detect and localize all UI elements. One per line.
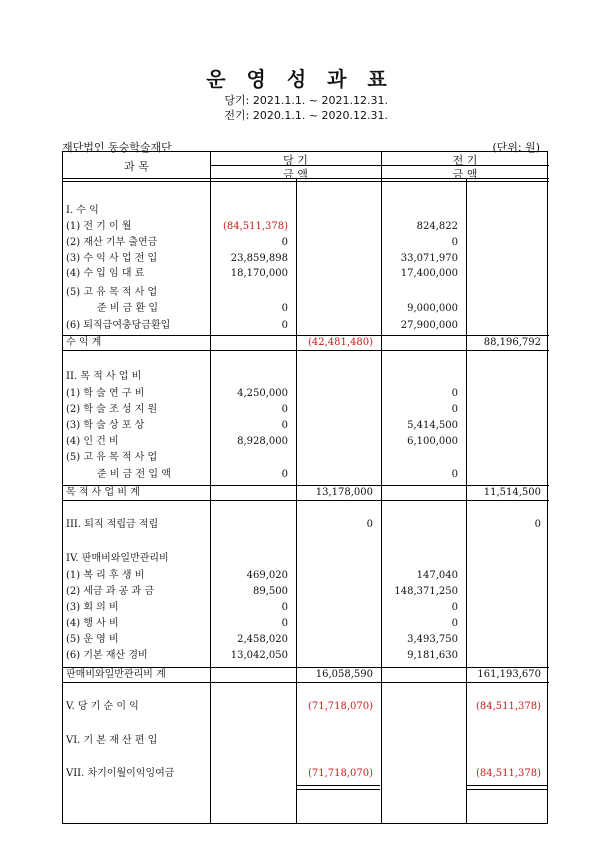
amount-cell: 18,170,000 (230, 268, 288, 279)
amount-cell: 0 (281, 303, 288, 314)
amount-cell: 4,250,000 (237, 388, 288, 399)
amount-cell: 88,196,792 (483, 337, 541, 348)
row-label: IV. 판매비와일반관리비 (66, 553, 169, 564)
amount-cell: 6,100,000 (407, 436, 458, 447)
amount-cell: 2,458,020 (237, 634, 288, 645)
amount-cell: (84,511,378) (222, 221, 288, 232)
amount-cell: 0 (281, 469, 288, 480)
row-label: (4) 행 사 비 (66, 618, 119, 629)
amount-cell: 0 (281, 320, 288, 331)
row-label: (1) 복 리 후 생 비 (66, 570, 145, 581)
amount-cell: 13,042,050 (230, 650, 288, 661)
amount-cell: 0 (534, 519, 541, 530)
row-label: (3) 수 익 사 업 전 입 (66, 253, 158, 264)
amount-cell: 13,178,000 (315, 487, 373, 498)
statement-title: 운 영 성 과 표 (206, 67, 394, 91)
row-label: (2) 학 술 조 성 지 원 (66, 404, 158, 415)
amount-cell: (42,481,480) (307, 337, 373, 348)
amount-cell: 11,514,500 (483, 487, 541, 498)
row-label: VI. 기 본 재 산 편 입 (66, 735, 158, 746)
row-label: I. 수 익 (66, 205, 99, 216)
row-label: (6) 기본 재산 경비 (66, 650, 148, 661)
row-divider (63, 682, 549, 683)
amount-cell: 17,400,000 (400, 268, 458, 279)
amount-cell: 0 (451, 469, 458, 480)
row-label: 준 비 금 환 입 (97, 303, 159, 314)
header-prior-amount: 금 액 (452, 168, 478, 181)
amount-cell: 148,371,250 (394, 586, 458, 597)
row-label: (1) 학 술 연 구 비 (66, 388, 145, 399)
row-label: (6) 퇴직급여충당금환입 (66, 320, 171, 331)
row-label: 판매비와일반관리비 계 (66, 669, 166, 680)
header-current: 당 기 (283, 154, 308, 167)
amount-cell: 0 (281, 404, 288, 415)
row-label: (2) 세금 과 공 과 금 (66, 586, 155, 597)
currency-unit: (단위: 원) (492, 141, 540, 154)
amount-cell: 0 (366, 519, 373, 530)
double-underline (297, 785, 380, 790)
row-label: (4) 인 건 비 (66, 436, 119, 447)
amount-cell: 0 (451, 237, 458, 248)
organization-name: 재단법인 동숭학술재단 (62, 141, 172, 154)
header-prior: 전 기 (452, 154, 478, 167)
amount-cell: 9,181,630 (407, 650, 458, 661)
amount-cell: 0 (451, 602, 458, 613)
row-label: 수 익 계 (66, 337, 102, 348)
amount-cell: 89,500 (253, 586, 288, 597)
row-divider (63, 500, 549, 501)
amount-cell: 5,414,500 (407, 420, 458, 431)
row-label: II. 목 적 사 업 비 (66, 371, 142, 382)
row-label: III. 퇴직 적립금 적립 (66, 519, 159, 530)
amount-cell: 3,493,750 (407, 634, 458, 645)
amount-cell: 23,859,898 (230, 253, 288, 264)
row-label: (5) 운 영 비 (66, 634, 119, 645)
row-label: (1) 전 기 이 월 (66, 221, 132, 232)
double-underline (467, 785, 548, 790)
header-subject: 과 목 (124, 160, 149, 173)
row-label: (3) 회 의 비 (66, 602, 119, 613)
statement-table (62, 151, 548, 824)
amount-cell: 0 (281, 618, 288, 629)
amount-cell: 8,928,000 (237, 436, 288, 447)
amount-cell: (71,718,070) (307, 768, 373, 779)
current-period: 당기: 2021.1.1. ~ 2021.12.31. (224, 94, 388, 107)
amount-cell: 27,900,000 (400, 320, 458, 331)
row-label: (5) 고 유 목 적 사 업 (66, 452, 158, 463)
amount-cell: 9,000,000 (407, 303, 458, 314)
amount-cell: 0 (281, 237, 288, 248)
amount-cell: 0 (451, 388, 458, 399)
row-label: VII. 차기이월이익잉여금 (66, 768, 175, 779)
header-current-amount: 금 액 (283, 168, 308, 181)
row-label: (4) 수 입 임 대 료 (66, 268, 145, 279)
amount-cell: (84,511,378) (475, 768, 541, 779)
amount-cell: (71,718,070) (307, 701, 373, 712)
amount-cell: 824,822 (416, 221, 458, 232)
amount-cell: 469,020 (246, 570, 288, 581)
row-label: V. 당 기 순 이 익 (66, 701, 139, 712)
amount-cell: 33,071,970 (400, 253, 458, 264)
row-label: 목 적 사 업 비 계 (66, 487, 140, 498)
amount-cell: 0 (451, 404, 458, 415)
amount-cell: 0 (281, 602, 288, 613)
row-label: 준 비 금 전 입 액 (97, 469, 171, 480)
amount-cell: 0 (281, 420, 288, 431)
amount-cell: (84,511,378) (475, 701, 541, 712)
amount-cell: 147,040 (416, 570, 458, 581)
prior-period: 전기: 2020.1.1. ~ 2020.12.31. (224, 109, 388, 122)
row-label: (3) 학 술 상 포 상 (66, 420, 145, 431)
row-label: (5) 고 유 목 적 사 업 (66, 287, 158, 298)
row-label: (2) 재산 기부 출연금 (66, 237, 158, 248)
amount-cell: 0 (451, 618, 458, 629)
amount-cell: 16,058,590 (315, 669, 373, 680)
row-divider (63, 350, 549, 351)
amount-cell: 161,193,670 (477, 669, 541, 680)
